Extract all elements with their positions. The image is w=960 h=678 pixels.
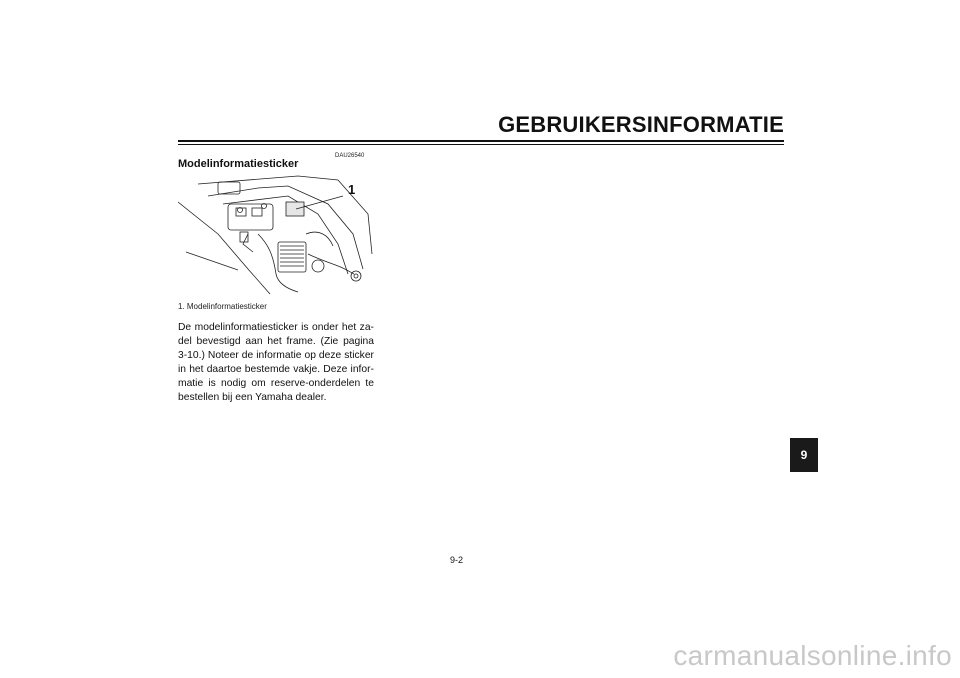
header-rule-thin — [178, 144, 784, 145]
body-paragraph: De modelinformatiesticker is onder het za-del bevestigd aan het frame. (Zie pagina 3-10.) Noteer de informatie op deze sticker in het daartoe bestemde vakje. Deze infor-matie is nodig om reserve-onderdelen te bestellen bij een Yamaha dealer. — [178, 322, 374, 403]
model-sticker-illustration — [178, 174, 374, 299]
motorcycle-frame-drawing — [178, 174, 374, 299]
figure-caption: 1. Modelinformatiesticker — [178, 302, 267, 311]
header-rule — [178, 140, 784, 142]
chapter-tab — [790, 438, 818, 472]
callout-number: 1 — [348, 182, 356, 197]
chapter-tab-label: 9 — [800, 448, 808, 462]
section-heading: Modelinformatiesticker — [178, 158, 299, 170]
page-number: 9-2 — [450, 555, 464, 565]
header-title: GEBRUIKERSINFORMATIE — [498, 112, 784, 137]
watermark: carmanualsonline.info — [673, 640, 952, 671]
section-code: DAU26540 — [335, 153, 365, 159]
